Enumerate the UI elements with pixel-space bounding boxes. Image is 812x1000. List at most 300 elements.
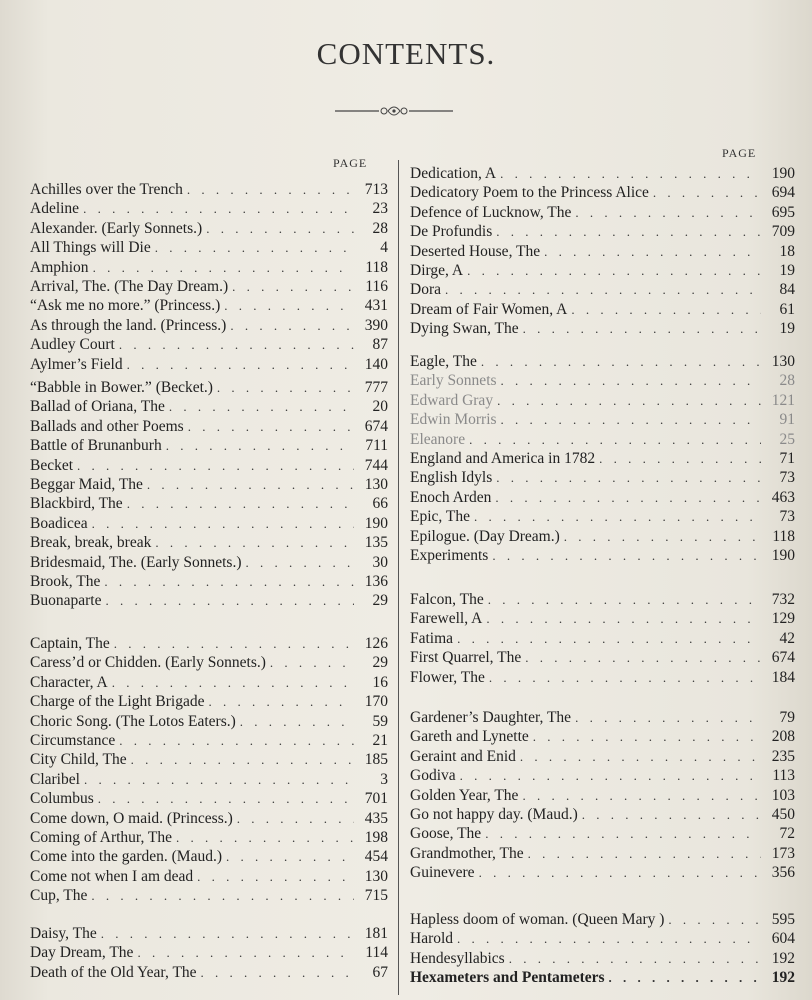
entry-title: Amphion <box>30 258 89 276</box>
entry-group <box>410 352 795 565</box>
entry-title: Death of the Old Year, The <box>30 963 197 981</box>
toc-entry <box>30 750 388 769</box>
dot-leader <box>479 863 761 882</box>
entry-group <box>410 164 795 339</box>
entry-page-number: 28 <box>372 219 388 237</box>
dot-leader <box>137 943 354 962</box>
dot-leader <box>246 553 354 572</box>
entry-page-number: 674 <box>771 649 795 667</box>
entry-page-number: 130 <box>364 867 388 885</box>
entry-page-number: 390 <box>364 316 388 334</box>
right-page-heading: PAGE <box>722 146 757 160</box>
dot-leader <box>533 727 761 746</box>
dot-leader <box>492 546 761 565</box>
entry-title: Captain, The <box>30 635 110 652</box>
entry-page-number: 208 <box>771 728 795 746</box>
toc-entry <box>410 488 795 507</box>
dot-leader <box>488 590 761 609</box>
toc-entry <box>30 653 388 672</box>
entry-page-number: 192 <box>771 969 795 987</box>
entry-title: Grandmother, The <box>410 844 524 862</box>
dot-leader <box>485 824 761 843</box>
toc-entry <box>30 417 388 436</box>
dot-leader <box>489 668 761 687</box>
entry-page-number: 777 <box>364 379 388 396</box>
entry-page-number: 185 <box>364 751 388 769</box>
entry-title: Experiments <box>410 546 489 564</box>
dot-leader <box>237 809 354 828</box>
page-title: CONTENTS. <box>316 36 496 71</box>
toc-entry <box>410 183 795 202</box>
entry-group <box>30 924 388 982</box>
dot-leader <box>104 572 354 591</box>
toc-entry <box>410 371 795 390</box>
toc-entry <box>410 527 795 546</box>
entry-title: City Child, The <box>30 751 127 769</box>
toc-entry <box>410 590 795 609</box>
dot-leader <box>460 766 761 785</box>
toc-entry <box>30 692 388 711</box>
dot-leader <box>474 507 761 526</box>
dot-leader <box>668 910 761 929</box>
entry-page-number: 3 <box>380 770 388 788</box>
entry-group <box>410 910 795 988</box>
entry-page-number: 356 <box>771 864 795 882</box>
entry-title: Boadicea <box>30 514 88 532</box>
left-page-heading: PAGE <box>333 156 368 170</box>
toc-entry <box>30 335 388 354</box>
entry-page-number: 435 <box>364 809 388 827</box>
entry-page-number: 184 <box>771 668 795 686</box>
toc-entry <box>410 708 795 727</box>
dot-leader <box>232 277 354 296</box>
dot-leader <box>84 770 354 789</box>
toc-entry <box>410 648 795 667</box>
toc-entry <box>30 867 388 886</box>
entry-title: Alexander. (Early Sonnets.) <box>30 219 203 237</box>
dot-leader <box>155 238 354 257</box>
dot-leader <box>155 533 354 552</box>
entry-page-number: 711 <box>365 437 388 455</box>
dot-leader <box>469 430 761 449</box>
entry-title: Edwin Morris <box>410 411 497 429</box>
entry-page-number: 73 <box>779 508 795 526</box>
entry-page-number: 21 <box>372 731 388 749</box>
entry-page-number: 118 <box>772 527 795 545</box>
toc-entry <box>30 397 388 416</box>
entry-title: Claribel <box>30 770 80 788</box>
toc-entry <box>30 199 388 218</box>
entry-page-number: 431 <box>364 297 388 315</box>
dot-leader <box>575 708 761 727</box>
entry-title: Blackbird, The <box>30 495 123 513</box>
entry-title: “Ask me no more.” (Princess.) <box>30 297 221 315</box>
toc-entry <box>410 766 795 785</box>
entry-title: Columbus <box>30 790 94 808</box>
entry-title: Eleanore <box>410 430 466 448</box>
dot-leader <box>528 844 761 863</box>
dot-leader <box>217 378 354 397</box>
entry-title: Gardener’s Daughter, The <box>410 709 572 726</box>
entry-title: Bridesmaid, The. (Early Sonnets.) <box>30 553 242 571</box>
dot-leader <box>501 410 761 429</box>
entry-page-number: 744 <box>364 456 388 474</box>
entry-page-number: 79 <box>779 709 795 726</box>
dot-leader <box>520 747 761 766</box>
entry-title: Achilles over the Trench <box>30 181 183 198</box>
toc-entry <box>410 668 795 687</box>
entry-page-number: 116 <box>365 277 388 295</box>
entry-title: Audley Court <box>30 336 115 354</box>
entry-title: Eagle, The <box>410 353 477 370</box>
toc-entry <box>30 180 388 199</box>
entry-group <box>30 378 388 611</box>
entry-title: Dora <box>410 281 441 299</box>
entry-page-number: 87 <box>372 336 388 354</box>
entry-page-number: 192 <box>771 949 795 967</box>
ornament-flourish <box>335 100 453 122</box>
dot-leader <box>208 692 354 711</box>
toc-entry <box>30 355 388 374</box>
entry-page-number: 4 <box>380 239 388 257</box>
toc-entry <box>30 591 388 610</box>
entry-group <box>30 180 388 374</box>
entry-title: Cup, The <box>30 887 88 905</box>
entry-page-number: 42 <box>779 629 795 647</box>
entry-title: Charge of the Light Brigade <box>30 693 205 711</box>
entry-page-number: 235 <box>771 747 795 765</box>
toc-entry <box>30 809 388 828</box>
toc-entry <box>30 436 388 455</box>
entry-page-number: 16 <box>372 673 388 691</box>
entry-title: Ballads and other Poems <box>30 417 184 435</box>
entry-title: Daisy, The <box>30 925 97 942</box>
entry-title: English Idyls <box>410 469 493 487</box>
dot-leader <box>496 222 761 241</box>
entry-title: Epilogue. (Day Dream.) <box>410 527 560 545</box>
dot-leader <box>509 949 761 968</box>
toc-entry <box>410 261 795 280</box>
dot-leader <box>544 242 761 261</box>
entry-title: Gareth and Lynette <box>410 728 529 746</box>
dot-leader <box>92 514 354 533</box>
dot-leader <box>101 924 354 943</box>
toc-entry <box>30 924 388 943</box>
entry-page-number: 136 <box>364 572 388 590</box>
entry-title: Flower, The <box>410 668 485 686</box>
dot-leader <box>98 789 354 808</box>
dot-leader <box>457 929 761 948</box>
entry-page-number: 19 <box>779 320 795 338</box>
dot-leader <box>127 355 354 374</box>
dot-leader <box>77 456 354 475</box>
toc-entry <box>410 844 795 863</box>
toc-entry <box>410 863 795 882</box>
toc-entry <box>410 164 795 183</box>
dot-leader <box>127 494 354 513</box>
dot-leader <box>501 371 761 390</box>
entry-title: Guinevere <box>410 864 475 882</box>
toc-entry <box>30 296 388 315</box>
entry-page-number: 29 <box>372 654 388 672</box>
toc-entry <box>30 731 388 750</box>
toc-entry <box>410 727 795 746</box>
toc-entry <box>30 378 388 397</box>
toc-entry <box>30 533 388 552</box>
dot-leader <box>176 828 354 847</box>
entry-page-number: 450 <box>771 805 795 823</box>
entry-title: Brook, The <box>30 572 101 590</box>
entry-title: All Things will Die <box>30 239 151 257</box>
toc-entry <box>410 352 795 371</box>
entry-page-number: 72 <box>779 825 795 843</box>
entry-page-number: 130 <box>771 353 795 370</box>
toc-entry <box>30 712 388 731</box>
toc-entry <box>410 222 795 241</box>
entry-title: Dedication, A <box>410 165 497 182</box>
entry-title: Arrival, The. (The Day Dream.) <box>30 277 229 295</box>
toc-entry <box>30 847 388 866</box>
entry-title: Epic, The <box>410 508 470 526</box>
entry-title: Hendesyllabics <box>410 949 505 967</box>
entry-page-number: 71 <box>779 449 795 467</box>
entry-title: Character, A <box>30 673 108 691</box>
dot-leader <box>270 653 354 672</box>
toc-entry <box>30 673 388 692</box>
dot-leader <box>445 280 761 299</box>
toc-entry <box>30 238 388 257</box>
entry-page-number: 715 <box>364 887 388 905</box>
toc-entry <box>30 634 388 653</box>
entry-title: Early Sonnets <box>410 372 497 390</box>
entry-page-number: 190 <box>771 546 795 564</box>
toc-entry <box>30 514 388 533</box>
dot-leader <box>457 629 761 648</box>
entry-page-number: 23 <box>372 200 388 218</box>
entry-title: Caress’d or Chidden. (Early Sonnets.) <box>30 654 266 672</box>
dot-leader <box>166 436 354 455</box>
entry-page-number: 28 <box>779 372 795 390</box>
toc-entry <box>410 805 795 824</box>
entry-page-number: 20 <box>372 398 388 416</box>
toc-entry <box>30 219 388 238</box>
entry-page-number: 694 <box>771 184 795 202</box>
entry-title: Geraint and Enid <box>410 747 516 765</box>
entry-title: Godiva <box>410 767 456 785</box>
entry-page-number: 121 <box>771 391 795 409</box>
entry-page-number: 66 <box>372 495 388 513</box>
dot-leader <box>105 591 354 610</box>
entry-page-number: 709 <box>771 223 795 241</box>
dot-leader <box>653 183 761 202</box>
dot-leader <box>523 319 761 338</box>
toc-entry <box>410 430 795 449</box>
entry-page-number: 59 <box>372 712 388 730</box>
toc-entry <box>410 507 795 526</box>
toc-entry <box>410 949 795 968</box>
dot-leader <box>481 352 761 371</box>
dot-leader <box>119 731 354 750</box>
dot-leader <box>564 527 761 546</box>
entry-title: Dirge, A <box>410 261 464 279</box>
entry-page-number: 67 <box>372 963 388 981</box>
entry-page-number: 701 <box>364 790 388 808</box>
entry-page-number: 190 <box>771 165 795 182</box>
toc-entry <box>410 546 795 565</box>
entry-title: Come into the garden. (Maud.) <box>30 848 222 866</box>
toc-entry <box>30 770 388 789</box>
entry-title: First Quarrel, The <box>410 649 522 667</box>
dot-leader <box>599 449 761 468</box>
toc-entry <box>410 609 795 628</box>
toc-entry <box>30 494 388 513</box>
entry-page-number: 73 <box>779 469 795 487</box>
entry-page-number: 91 <box>779 411 795 429</box>
toc-entry <box>30 886 388 905</box>
entry-title: Defence of Lucknow, The <box>410 203 572 221</box>
dot-leader <box>112 673 354 692</box>
dot-leader <box>131 750 354 769</box>
dot-leader <box>93 258 354 277</box>
entry-page-number: 463 <box>771 488 795 506</box>
entry-page-number: 604 <box>771 930 795 948</box>
entry-title: Coming of Arthur, The <box>30 828 173 846</box>
entry-title: Come not when I am dead <box>30 867 194 885</box>
entry-page-number: 126 <box>364 635 388 652</box>
entry-title: Hapless doom of woman. (Queen Mary ) <box>410 911 665 928</box>
toc-entry <box>410 203 795 222</box>
dot-leader <box>169 397 354 416</box>
entry-page-number: 198 <box>364 828 388 846</box>
toc-entry <box>30 258 388 277</box>
entry-page-number: 595 <box>771 911 795 928</box>
toc-entry <box>30 828 388 847</box>
entry-page-number: 113 <box>772 767 795 785</box>
dot-leader <box>226 847 354 866</box>
dot-leader <box>206 219 354 238</box>
dot-leader <box>201 963 354 982</box>
toc-entry <box>410 910 795 929</box>
entry-page-number: 130 <box>364 475 388 493</box>
dot-leader <box>114 634 354 653</box>
entry-title: Circumstance <box>30 731 116 749</box>
entry-title: Come down, O maid. (Princess.) <box>30 809 233 827</box>
dot-leader <box>571 300 761 319</box>
entry-title: Dedicatory Poem to the Princess Alice <box>410 184 649 202</box>
toc-entry <box>410 449 795 468</box>
toc-entry <box>410 319 795 338</box>
column-divider <box>398 160 399 995</box>
entry-title: Adeline <box>30 200 80 218</box>
entry-title: Aylmer’s Field <box>30 355 123 373</box>
entry-page-number: 135 <box>364 534 388 552</box>
toc-entry <box>30 572 388 591</box>
entry-title: As through the land. (Princess.) <box>30 316 227 334</box>
entry-title: Buonaparte <box>30 592 102 610</box>
entry-page-number: 181 <box>364 925 388 942</box>
entry-title: Falcon, The <box>410 591 484 608</box>
dot-leader <box>91 886 354 905</box>
entry-title: Becket <box>30 456 74 474</box>
toc-entry <box>410 280 795 299</box>
entry-title: Farewell, A <box>410 610 483 628</box>
entry-title: Dream of Fair Women, A <box>410 300 568 318</box>
dot-leader <box>467 261 761 280</box>
dot-leader <box>525 648 761 667</box>
dot-leader <box>187 180 354 199</box>
entry-page-number: 61 <box>779 300 795 318</box>
dot-leader <box>197 867 354 886</box>
dot-leader <box>609 968 761 987</box>
entry-title: Battle of Brunanburh <box>30 437 162 455</box>
dot-leader <box>496 468 761 487</box>
entry-title: Golden Year, The <box>410 786 519 804</box>
entry-title: Hexameters and Pentameters <box>410 969 605 987</box>
toc-entry <box>410 747 795 766</box>
entry-page-number: 103 <box>771 786 795 804</box>
toc-entry <box>410 410 795 429</box>
entry-page-number: 695 <box>771 203 795 221</box>
dot-leader <box>495 488 761 507</box>
entry-page-number: 674 <box>364 417 388 435</box>
entry-title: Break, break, break <box>30 534 152 552</box>
dot-leader <box>522 786 761 805</box>
entry-title: Goose, The <box>410 825 482 843</box>
entry-page-number: 173 <box>771 844 795 862</box>
entry-page-number: 170 <box>364 693 388 711</box>
entry-title: Beggar Maid, The <box>30 475 143 493</box>
toc-entry <box>410 629 795 648</box>
entry-title: England and America in 1782 <box>410 449 596 467</box>
dot-leader <box>188 417 354 436</box>
toc-entry <box>410 929 795 948</box>
entry-page-number: 129 <box>771 610 795 628</box>
entry-title: Fatima <box>410 629 454 647</box>
dot-leader <box>582 805 761 824</box>
entry-title: De Profundis <box>410 223 493 241</box>
toc-entry <box>410 786 795 805</box>
entry-title: Go not happy day. (Maud.) <box>410 805 578 823</box>
toc-entry <box>30 963 388 982</box>
dot-leader <box>224 296 354 315</box>
dot-leader <box>500 164 761 183</box>
entry-page-number: 29 <box>372 592 388 610</box>
entry-page-number: 114 <box>365 944 388 962</box>
entry-page-number: 190 <box>364 514 388 532</box>
entry-page-number: 18 <box>779 242 795 260</box>
dot-leader <box>497 391 761 410</box>
toc-entry <box>410 824 795 843</box>
toc-entry <box>410 468 795 487</box>
entry-page-number: 140 <box>364 355 388 373</box>
entry-page-number: 25 <box>779 430 795 448</box>
toc-entry <box>30 789 388 808</box>
dot-leader <box>119 335 354 354</box>
entry-group <box>410 708 795 883</box>
entry-title: Day Dream, The <box>30 944 134 962</box>
entry-page-number: 84 <box>779 281 795 299</box>
entry-page-number: 732 <box>771 591 795 608</box>
entry-title: Edward Gray <box>410 391 494 409</box>
entry-page-number: 454 <box>364 848 388 866</box>
toc-entry <box>30 553 388 572</box>
dot-leader <box>230 316 354 335</box>
entry-group <box>30 634 388 905</box>
entry-page-number: 19 <box>779 261 795 279</box>
dot-leader <box>83 199 354 218</box>
toc-entry <box>30 456 388 475</box>
toc-entry <box>410 300 795 319</box>
